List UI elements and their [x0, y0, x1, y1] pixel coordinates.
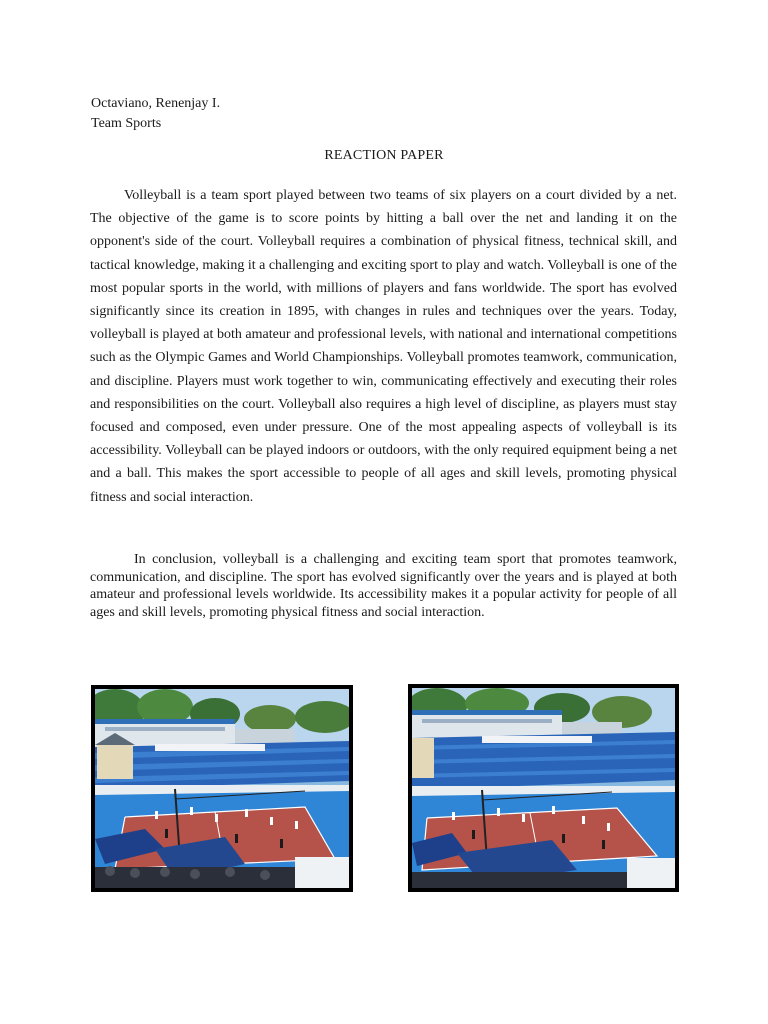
court-scene-illustration-2 [412, 688, 675, 888]
volleyball-court-photo-right [408, 684, 679, 892]
course-name: Team Sports [91, 116, 162, 131]
volleyball-court-photo-left [91, 685, 353, 892]
conclusion-paragraph: In conclusion, volleyball is a challenging and exciting team sport that promotes teamwork, communication, and discipline. The sport has evolved significantly over the years and is played at both amateur and professional levels worldwide. Its accessibility makes it a popular activity for people of all ages and skill levels, promoting physical fitness and social interaction. [90, 552, 677, 620]
paper-title: REACTION PAPER [324, 148, 444, 163]
author-name: Octaviano, Renenjay I. [91, 96, 221, 111]
court-scene-illustration [95, 689, 349, 888]
author-block [91, 94, 220, 134]
body-paragraph-1: Volleyball is a team sport played between two teams of six players on a court divided by a net. The objective of the game is to score points by hitting a ball over the net and landing it on the opponent's side of the court. Volleyball requires a combination of physical fitness, technical skill, and tactical knowledge, making it a challenging and exciting sport to play and watch. Volleyball is one of the most popular sports in the world, with millions of players and fans worldwide. The sport has evolved significantly since its creation in 1895, with changes in rules and techniques over the years. Today, volleyball is played at both amateur and professional levels, with national and international competitions such as the Olympic Games and World Championships. Volleyball promotes teamwork, communication, and discipline. Players must work together to win, communicating effectively and executing their roles and responsibilities on the court. Volleyball also requires a high level of discipline, as players must stay focused and composed, even under pressure. One of the most appealing aspects of volleyball is its accessibility. Volleyball can be played indoors or outdoors, with the only required equipment being a net and a ball. This makes the sport accessible to people of all ages and skill levels, promoting physical fitness and social interaction. [90, 188, 677, 505]
